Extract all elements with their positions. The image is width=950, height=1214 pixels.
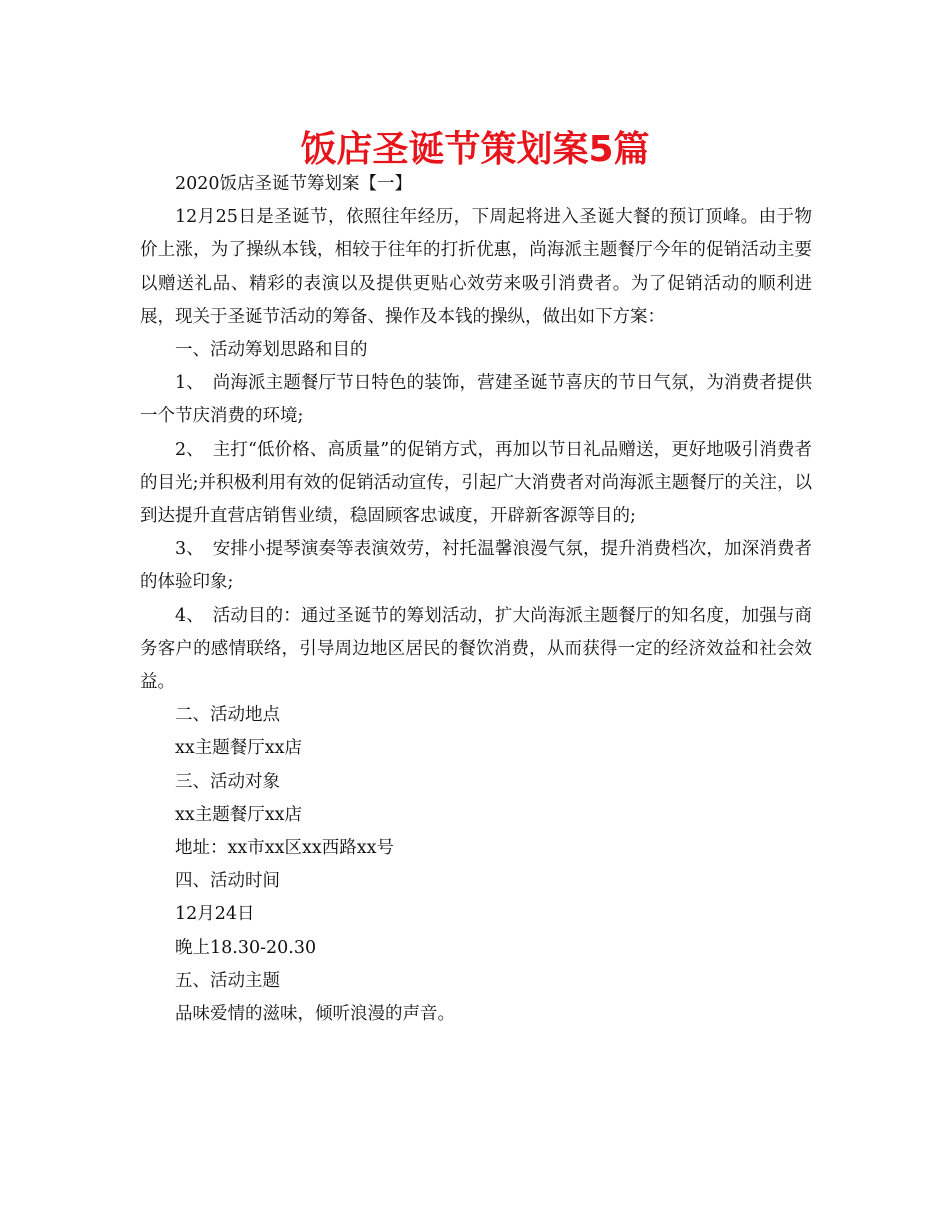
list-item-3: 3、 安排小提琴演奏等表演效劳，衬托温馨浪漫气氛，提升消费档次，加深消费者的体验印象; (140, 539, 812, 593)
date-text: 12月24日 (175, 904, 255, 925)
section-heading-5: 五、活动主题 (175, 970, 280, 991)
paragraph-intro: 12月25日是圣诞节，依照往年经历，下周起将进入圣诞大餐的预订顶峰。由于物价上涨，为了操纵本钱，相较于往年的打折优惠，尚海派主题餐厅今年的促销活动主要以赠送礼品、精彩的表演以及提供更贴心效劳来吸引消费者。为了促销活动的顺利进展，现关于圣诞节活动的筹备、操作及本钱的操纵，做出如下方案： (140, 207, 812, 327)
section-heading-1: 一、活动筹划思路和目的 (175, 340, 368, 361)
address-text: 地址：xx市xx区xx西路xx号 (175, 838, 394, 859)
theme-text: 品味爱情的滋味，倾听浪漫的声音。 (175, 1004, 455, 1025)
section-heading-4: 四、活动时间 (175, 871, 280, 892)
location-text: xx主题餐厅xx店 (175, 738, 302, 759)
list-item-1: 1、 尚海派主题餐厅节日特色的装饰，营建圣诞节喜庆的节日气氛，为消费者提供一个节庆消费的环境; (140, 373, 812, 427)
list-item-4: 4、 活动目的：通过圣诞节的筹划活动，扩大尚海派主题餐厅的知名度，加强与商务客户的感情联络，引导周边地区居民的餐饮消费，从而获得一定的经济效益和社会效益。 (140, 605, 812, 693)
section-heading-2: 二、活动地点 (175, 705, 280, 726)
section-heading-3: 三、活动对象 (175, 771, 280, 792)
list-item-2: 2、 主打“低价格、高质量”的促销方式，再加以节日礼品赠送，更好地吸引消费者的目光;并积极利用有效的促销活动宣传，引起广大消费者对尚海派主题餐厅的关注，以到达提升直营店销售业绩，稳固顾客忠诚度，开辟新客源等目的; (140, 439, 812, 527)
time-text: 晚上18.30-20.30 (175, 937, 317, 958)
document-body (140, 168, 812, 1031)
target-text: xx主题餐厅xx店 (175, 804, 302, 825)
paragraph-subtitle: 2020饭店圣诞节筹划案【一】 (175, 174, 413, 194)
document-title: 饭店圣诞节策划案5篇 (300, 129, 650, 170)
